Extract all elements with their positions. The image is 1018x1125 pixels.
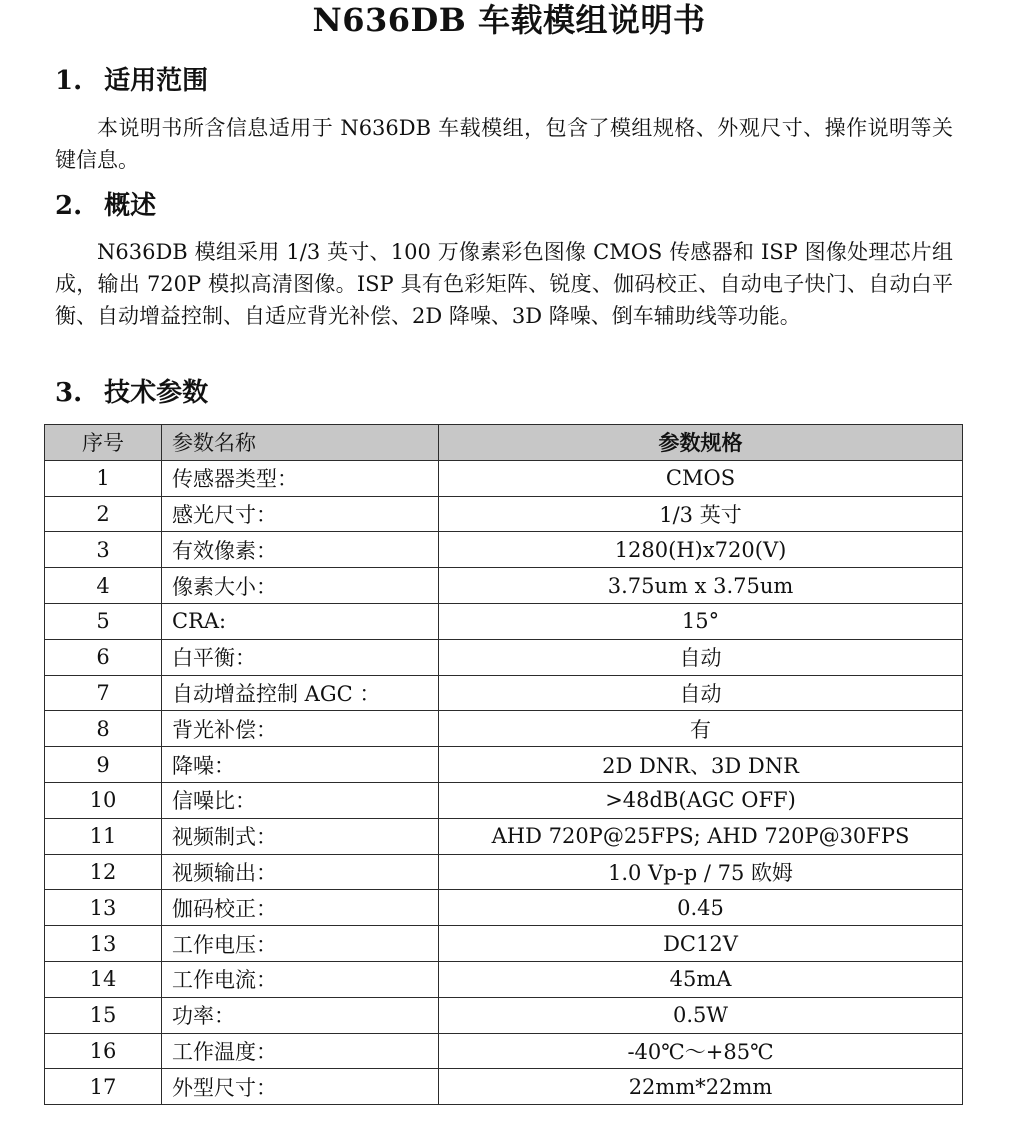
table-row — [45, 818, 963, 854]
row-no: 17 — [45, 1069, 162, 1105]
row-no: 4 — [45, 568, 162, 604]
table-row — [45, 997, 963, 1033]
scope-paragraph: 本说明书所含信息适用于 N636DB 车载模组，包含了模组规格、外观尺寸、操作说明等关键信息。 — [55, 116, 953, 172]
document-title: N636DB 车载模组说明书 — [312, 1, 706, 39]
row-name: 感光尺寸： — [162, 496, 439, 532]
row-name: 工作温度： — [162, 1033, 439, 1069]
row-value: >48dB(AGC OFF) — [439, 782, 963, 818]
row-no: 16 — [45, 1033, 162, 1069]
row-name: CRA: — [162, 603, 439, 639]
row-name: 传感器类型： — [162, 460, 439, 496]
table-row — [45, 603, 963, 639]
row-value: 1/3 英寸 — [439, 496, 963, 532]
row-value: 22mm*22mm — [439, 1069, 963, 1105]
row-value: 15° — [439, 603, 963, 639]
section-title: 技术参数 — [104, 378, 209, 408]
table-row — [45, 926, 963, 962]
row-no: 9 — [45, 747, 162, 783]
row-no: 15 — [45, 997, 162, 1033]
row-name: 外型尺寸： — [162, 1069, 439, 1105]
section-heading-overview — [55, 189, 975, 223]
row-name: 有效像素： — [162, 532, 439, 568]
section-heading-specs — [55, 376, 975, 410]
table-row — [45, 961, 963, 997]
row-name: 白平衡： — [162, 639, 439, 675]
row-value: 3.75um x 3.75um — [439, 568, 963, 604]
section-title: 概述 — [104, 191, 157, 221]
row-no: 2 — [45, 496, 162, 532]
row-value: 1280(H)x720(V) — [439, 532, 963, 568]
row-no: 14 — [45, 961, 162, 997]
row-no: 11 — [45, 818, 162, 854]
spec-table — [44, 424, 963, 1105]
table-row — [45, 747, 963, 783]
header-value: 参数规格 — [439, 425, 963, 461]
row-no: 10 — [45, 782, 162, 818]
table-row — [45, 854, 963, 890]
header-no: 序号 — [45, 425, 162, 461]
section-number: 1. — [55, 66, 83, 96]
row-name: 视频制式： — [162, 818, 439, 854]
row-value: CMOS — [439, 460, 963, 496]
row-value: DC12V — [439, 926, 963, 962]
overview-paragraph: N636DB 模组采用 1/3 英寸、100 万像素彩色图像 CMOS 传感器和 ISP 图像处理芯片组成，输出 720P 模拟高清图像。ISP 具有色彩矩阵、锐度、伽码校正、自动电子快门、自动白平衡、自动增益控制、自适应背光补偿、2D 降噪、3D 降噪、倒车辅助线等功能。 — [55, 240, 953, 328]
row-no: 5 — [45, 603, 162, 639]
header-name: 参数名称 — [162, 425, 439, 461]
row-name: 背光补偿： — [162, 711, 439, 747]
row-value: 1.0 Vp-p / 75 欧姆 — [439, 854, 963, 890]
table-row — [45, 711, 963, 747]
section-number: 2. — [55, 191, 83, 221]
row-name: 功率： — [162, 997, 439, 1033]
row-value: 0.45 — [439, 890, 963, 926]
row-name: 伽码校正： — [162, 890, 439, 926]
row-name: 信噪比： — [162, 782, 439, 818]
table-row — [45, 568, 963, 604]
row-no: 6 — [45, 639, 162, 675]
row-value: 0.5W — [439, 997, 963, 1033]
row-name: 工作电流： — [162, 961, 439, 997]
row-name: 工作电压： — [162, 926, 439, 962]
table-row — [45, 1033, 963, 1069]
row-no: 13 — [45, 890, 162, 926]
spec-table-header — [45, 425, 963, 461]
row-no: 1 — [45, 460, 162, 496]
table-row — [45, 782, 963, 818]
row-name: 视频输出： — [162, 854, 439, 890]
row-value: -40℃～+85℃ — [439, 1033, 963, 1069]
row-no: 3 — [45, 532, 162, 568]
row-value: 2D DNR、3D DNR — [439, 747, 963, 783]
table-row — [45, 639, 963, 675]
row-name: 自动增益控制 AGC ： — [162, 675, 439, 711]
section-number: 3. — [55, 378, 83, 408]
row-value: 45mA — [439, 961, 963, 997]
row-name: 降噪： — [162, 747, 439, 783]
table-row — [45, 532, 963, 568]
row-value: AHD 720P@25FPS; AHD 720P@30FPS — [439, 818, 963, 854]
row-no: 12 — [45, 854, 162, 890]
row-no: 13 — [45, 926, 162, 962]
section-heading-scope — [55, 64, 975, 98]
row-name: 像素大小： — [162, 568, 439, 604]
table-row — [45, 496, 963, 532]
row-value: 自动 — [439, 675, 963, 711]
row-value: 有 — [439, 711, 963, 747]
table-row — [45, 890, 963, 926]
table-row — [45, 675, 963, 711]
row-value: 自动 — [439, 639, 963, 675]
table-row — [45, 460, 963, 496]
row-no: 8 — [45, 711, 162, 747]
row-no: 7 — [45, 675, 162, 711]
section-title: 适用范围 — [104, 66, 209, 96]
table-row — [45, 1069, 963, 1105]
